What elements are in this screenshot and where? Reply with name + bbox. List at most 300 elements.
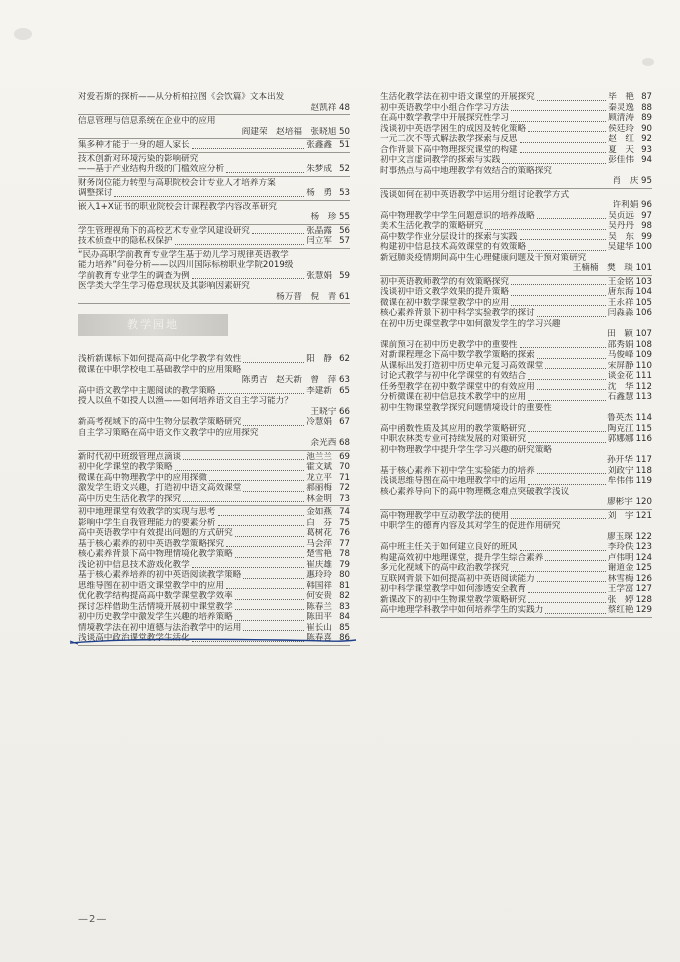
toc-line (78, 140, 350, 151)
entry-author-page: 鲁英杰 114 (607, 413, 652, 423)
dot-leader (192, 277, 304, 279)
toc-line (78, 539, 350, 550)
toc-line (380, 103, 652, 114)
toc-line (380, 124, 652, 135)
entry-page: 80 (339, 570, 350, 580)
dot-leader (511, 294, 606, 296)
dot-leader (235, 556, 305, 558)
entry-title: 生活化教学法在初中语文课堂的开展探究 (380, 92, 535, 102)
entry-title: 互联网背景下如何提高初中英语阅读能力 (380, 573, 535, 584)
entry-author: 吴 东 (608, 231, 634, 242)
entry-title: 课前预习在初中历史教学中的重要性 (380, 339, 518, 350)
entry-page: 108 (635, 339, 652, 350)
entry-author: 陶克江 (607, 423, 634, 434)
entry-title: 高中物理教学中互动教学法的使用 (380, 510, 509, 521)
dot-leader (528, 430, 606, 432)
group-right-a (380, 92, 652, 189)
dot-leader (520, 346, 606, 348)
entry-author: 朱梦成 (306, 164, 332, 174)
entry-page: 98 (641, 221, 652, 231)
dot-leader (218, 392, 305, 394)
toc-entry (78, 116, 350, 137)
entry-author: 牟伟伟 (607, 476, 634, 486)
dot-leader (528, 130, 606, 132)
toc-line (380, 155, 652, 166)
entry-author: 陈田平 (306, 612, 332, 622)
entry-author: 霍文斌 (306, 462, 332, 472)
entry-page: 70 (339, 462, 350, 472)
toc-line (78, 528, 350, 539)
entry-title: 能力培养”问卷分析——以四川国际标榜职业学院2019级 (78, 260, 294, 270)
group-divider (380, 275, 652, 276)
entry-title: 基于核心素养培养的初中英语阅读教学策略 (78, 570, 242, 580)
dot-leader (243, 490, 304, 492)
toc-line (380, 553, 652, 564)
entry-author-page: 陈勇吉 赵天新 曾 萍 63 (241, 375, 350, 385)
toc-entry (78, 92, 350, 113)
pen-underline-mark (68, 634, 358, 648)
toc-line (78, 473, 350, 484)
toc-line (380, 221, 652, 232)
entry-author-page: 余光西 68 (310, 438, 350, 448)
entry-title: 技术创新对环境污染的影响研究 (78, 153, 199, 164)
entry-author: 彭佳伟 (608, 155, 634, 165)
entry-title: 初中历史教学中激发学生兴趣的培养策略 (78, 612, 233, 622)
entry-page: 74 (339, 507, 350, 517)
entry-title: 影响中学生自我管理能力的要素分析 (78, 517, 216, 528)
entry-title: 在初中历史课堂教学中如何激发学生的学习兴趣 (380, 318, 561, 329)
entry-title: 调整探讨 (78, 188, 113, 198)
dot-leader (520, 141, 607, 143)
dot-leader (537, 388, 606, 390)
toc-line (78, 581, 350, 592)
entry-page: 104 (635, 287, 652, 297)
toc-line (380, 574, 652, 585)
entry-title: 高中历史生活化教学的探究 (78, 493, 182, 504)
dot-leader (218, 524, 305, 526)
dot-leader (226, 587, 304, 589)
entry-page: 84 (339, 612, 350, 622)
entry-page: 53 (339, 188, 350, 198)
entry-author: 张慧娟 (306, 270, 332, 281)
entry-page: 111 (635, 371, 652, 381)
entry-author: 李玲佚 (607, 542, 634, 552)
dot-leader (511, 570, 606, 572)
toc-line (380, 563, 652, 574)
toc-entry (78, 140, 350, 151)
entry-page: 94 (641, 155, 652, 165)
dot-leader (537, 99, 607, 101)
toc-line (380, 584, 652, 595)
entry-page: 87 (641, 92, 652, 102)
entry-page: 93 (641, 144, 652, 155)
entry-author: 陈春喜 (306, 633, 332, 643)
entry-title: 高中数学作业分层设计的探索与实践 (380, 231, 518, 242)
toc-line (380, 277, 652, 288)
entry-title: 对新课程理念下高中数学教学策略的探索 (380, 350, 535, 360)
toc-line (78, 612, 350, 623)
entry-author: 崔庆雄 (306, 559, 332, 570)
toc-entry (380, 190, 652, 274)
toc-line (380, 134, 652, 145)
entry-title: 信息管理与信息系统在企业中的应用 (78, 116, 216, 126)
entry-author: 金如燕 (306, 507, 332, 517)
entry-title: 时事热点与高中地理教学有效结合的策略探究 (380, 165, 552, 176)
entry-author: 吴贞远 (608, 210, 634, 221)
entry-title: 对爱若斯的探析——从分析柏拉图《会饮篇》文本出发 (78, 92, 285, 102)
entry-page: 86 (339, 633, 350, 643)
dot-leader (252, 232, 304, 234)
entry-title: 优化教学结构提高高中数学课堂教学效率 (78, 591, 233, 601)
entry-author: 张晶露 (306, 225, 332, 236)
entry-title: “民办高职学前教育专业学生基于幼儿学习规律英语教学 (78, 249, 289, 260)
entry-title: 新高考视域下的高中生物分层教学策略研究 (78, 417, 242, 427)
entry-author: 冷慧娟 (306, 417, 332, 427)
dot-leader (502, 162, 606, 164)
entry-title: 探讨怎样借助生活情境开展初中课堂教学 (78, 601, 233, 612)
entry-title: ——基于产业结构升级的门槛效应分析 (78, 164, 225, 174)
entry-title: 学生管理视角下的高校艺术专业学风建设研究 (78, 225, 250, 236)
toc-entry (78, 178, 350, 199)
entry-author: 赵 红 (608, 134, 634, 144)
entry-author: 唐东海 (607, 287, 634, 297)
page-number: —2— (78, 914, 108, 925)
toc-entry (380, 277, 652, 508)
entry-divider (78, 248, 350, 249)
toc-entry (78, 354, 350, 449)
toc-line (380, 145, 652, 156)
toc-line (380, 92, 652, 103)
entry-title: 初中英语教学中小组合作学习方法 (380, 102, 509, 113)
toc-line (380, 392, 652, 403)
entry-author: 杨 勇 (306, 188, 332, 198)
entry-page: 103 (635, 276, 652, 287)
dot-leader (511, 304, 606, 306)
dot-leader (537, 357, 606, 359)
entry-title: 授人以鱼不如授人以渔——如何培养语文自主学习能力？ (78, 396, 293, 406)
entry-author: 谢道金 (607, 563, 634, 573)
toc-line (380, 298, 652, 309)
dot-leader (243, 361, 304, 363)
toc-line (78, 164, 350, 175)
toc-line (78, 354, 350, 365)
entry-page: 126 (635, 573, 652, 584)
toc-line (78, 462, 350, 473)
toc-entry (78, 226, 350, 247)
toc-line (78, 560, 350, 571)
entry-divider (78, 152, 350, 153)
entry-author-page: 杨 珍 55 (310, 212, 350, 222)
dot-leader (209, 479, 304, 481)
dot-leader (528, 601, 606, 603)
entry-page: 65 (339, 385, 350, 396)
entry-title: 高中班主任关于如何建立良好的班风 (380, 542, 518, 552)
toc-line (78, 271, 350, 282)
entry-page: 124 (635, 552, 652, 563)
dot-leader (528, 399, 606, 401)
entry-title: 核心素养背景下高中物理情境化教学策略 (78, 549, 233, 559)
dot-leader (175, 469, 305, 471)
dot-leader (235, 535, 305, 537)
entry-author-page: 田 颖 107 (607, 329, 652, 339)
entry-author: 石鑫慧 (607, 392, 634, 402)
entry-author: 崔长山 (306, 622, 332, 633)
dot-leader (528, 483, 606, 485)
entry-title: 高中物理教学中学生问题意识的培养战略 (380, 210, 535, 221)
entry-title: 情境教学法在初中道德与法治教学中的运用 (78, 622, 242, 633)
entry-title: 浅论初中信息技术游戏化教学 (78, 559, 190, 570)
entry-author-page: 孙开华 117 (607, 455, 652, 465)
group-left-d (78, 507, 350, 646)
entry-author-page: 杨万晋 倪 青 61 (276, 291, 350, 302)
dot-leader (192, 566, 304, 568)
entry-title: 构建高效初中地理课堂，提升学生综合素养 (380, 552, 544, 563)
section-banner: 教学园地 (78, 314, 228, 336)
entry-page: 115 (635, 423, 652, 434)
entry-author: 王学富 (607, 584, 634, 594)
entry-author: 宋屏静 (607, 360, 634, 371)
entry-page: 105 (635, 297, 652, 308)
toc-line (78, 236, 350, 247)
group-left-a (78, 92, 350, 304)
scan-smudge (642, 58, 654, 66)
group-right-b (380, 190, 652, 276)
scan-smudge (14, 28, 32, 40)
entry-author: 池兰兰 (306, 451, 332, 462)
entry-page: 83 (339, 601, 350, 612)
entry-title: 微课在中职学校电工基础教学中的应用策略 (78, 364, 242, 375)
toc-line (78, 188, 350, 199)
toc-line (380, 361, 652, 372)
entry-page: 100 (635, 242, 652, 252)
group-left-c (78, 452, 350, 507)
toc-line (380, 242, 652, 253)
entry-author: 惠玲玲 (306, 570, 332, 580)
toc-line (380, 211, 652, 222)
entry-author: 马俊峰 (607, 350, 634, 360)
toc-line (78, 483, 350, 494)
entry-author: 侯廷玲 (608, 123, 634, 134)
toc-line (380, 424, 652, 435)
dot-leader (243, 577, 304, 579)
entry-author: 林金明 (306, 493, 332, 504)
entry-title: 学前教育专业学生的调查为例 (78, 270, 190, 281)
entry-author: 闫立军 (306, 236, 332, 246)
entry-title: 多元化视域下的高中政治教学探究 (380, 563, 509, 573)
entry-page: 85 (339, 622, 350, 633)
entry-author-page: 廖玉琛 122 (607, 531, 652, 542)
group-divider (78, 450, 350, 451)
toc-line (380, 113, 652, 124)
entry-page: 77 (339, 538, 350, 549)
toc-entry (78, 507, 350, 644)
entry-divider (78, 138, 350, 139)
entry-author: 白 芬 (306, 517, 332, 528)
dot-leader (520, 549, 606, 551)
dot-leader (545, 367, 606, 369)
entry-author: 顾清涛 (608, 113, 634, 123)
dot-leader (218, 514, 305, 516)
entry-author: 韩国祥 (306, 580, 332, 591)
entry-page: 72 (339, 483, 350, 493)
entry-title: 中职学生的德育内容及其对学生的促进作用研究 (380, 521, 561, 531)
entry-page: 123 (635, 542, 652, 552)
entry-author-page: 王晓宁 66 (310, 406, 350, 417)
dot-leader (226, 545, 304, 547)
entry-title: 初中物理教学中提升学生学习兴趣的研究策略 (380, 444, 552, 455)
entry-page: 73 (339, 493, 350, 504)
entry-author: 郭娜娜 (607, 434, 634, 444)
entry-author: 何安贵 (306, 591, 332, 601)
entry-author: 王金铭 (607, 276, 634, 287)
dot-leader (520, 238, 607, 240)
group-divider (78, 303, 350, 304)
toc-line (78, 386, 350, 397)
dot-leader (243, 629, 304, 631)
entry-page: 106 (635, 308, 652, 318)
entry-page: 71 (339, 472, 350, 483)
entry-author: 吴建华 (607, 242, 634, 252)
entry-title: 技术侦查中的隐私权保护 (78, 236, 173, 246)
entry-author: 张鑫鑫 (306, 140, 332, 150)
entry-title: 基于核心素养的初中英语教学策略探究 (78, 538, 225, 549)
group-right-c (380, 277, 652, 510)
toc-line (78, 507, 350, 518)
entry-page: 67 (339, 417, 350, 427)
entry-page: 59 (339, 270, 350, 281)
entry-author: 闫淼淼 (607, 308, 634, 318)
entry-title: 在高中数学教学中开展探究性学习 (380, 113, 509, 123)
entry-page: 90 (641, 123, 652, 134)
toc-column-right (380, 92, 652, 619)
toc-line (380, 466, 652, 477)
entry-page: 128 (635, 594, 652, 605)
entry-page: 69 (339, 451, 350, 462)
entry-page: 125 (635, 563, 652, 573)
dot-leader (511, 120, 606, 122)
toc-line (78, 452, 350, 463)
toc-entry (380, 511, 652, 616)
entry-title: 高中函数性质及其应用的教学策略研究 (380, 423, 527, 434)
entry-title: 合作背景下高中物理探究课堂的构建 (380, 144, 518, 155)
entry-author: 李建新 (306, 385, 332, 396)
entry-title: 医学类大学生学习倦怠现状及其影响因素研究 (78, 281, 250, 291)
dot-leader (183, 500, 304, 502)
group-divider (380, 188, 652, 189)
entry-page: 51 (339, 140, 350, 150)
entry-page: 75 (339, 517, 350, 528)
group-divider (380, 617, 652, 618)
dot-leader (528, 249, 606, 251)
group-divider (380, 509, 652, 510)
dot-leader (520, 151, 607, 153)
toc-line (78, 494, 350, 505)
entry-title: 初中地理课堂有效教学的实现与思考 (78, 507, 216, 517)
group-left-b (78, 354, 350, 451)
entry-author-page: 肖 庆 95 (612, 176, 652, 186)
entry-author: 郝丽梅 (306, 483, 332, 493)
toc-entry (380, 92, 652, 187)
entry-title: 财务岗位能力转型与高职院校会计专业人才培养方案 (78, 177, 276, 188)
entry-title: 自主学习策略在高中语文作文教学中的应用探究 (78, 427, 259, 438)
entry-title: 初中科学课堂教学中如何渗透安全教育 (380, 584, 527, 594)
entry-author: 毕 艳 (608, 92, 634, 102)
entry-title: 新时代初中班级管理点滴谈 (78, 451, 182, 462)
dot-leader (511, 517, 606, 519)
dot-leader (114, 195, 304, 197)
entry-page: 78 (339, 549, 350, 559)
entry-page: 97 (641, 210, 652, 221)
entry-author: 邵秀娟 (607, 339, 634, 350)
toc-line (78, 591, 350, 602)
entry-author-page: 赵凯祥 48 (310, 102, 350, 113)
entry-author: 阳 静 (306, 354, 332, 364)
entry-page: 110 (635, 360, 652, 371)
entry-author-page: 廖彬宇 120 (607, 497, 652, 507)
toc-entry (78, 452, 350, 505)
entry-author-page: 王楠楠 樊 琰 101 (572, 263, 652, 273)
toc-line (380, 350, 652, 361)
entry-title: 新课改下的初中生物课堂教学策略研究 (380, 594, 527, 605)
dot-leader (528, 378, 606, 380)
entry-title: 核心素养导向下的高中物理概念难点突破教学浅议 (380, 486, 570, 497)
dot-leader (192, 147, 304, 149)
entry-page: 88 (641, 102, 652, 113)
entry-title: 浅析新课标下如何提高高中化学教学有效性 (78, 354, 242, 364)
toc-line (380, 511, 652, 522)
entry-page: 92 (641, 134, 652, 144)
toc-line (380, 232, 652, 243)
entry-title: 一元二次不等式解法教学探索与反思 (380, 134, 518, 144)
entry-page: 116 (635, 434, 652, 444)
entry-page: 119 (635, 476, 652, 486)
dot-leader (175, 243, 305, 245)
toc-line (380, 340, 652, 351)
toc-column-left (78, 92, 350, 647)
entry-page: 81 (339, 580, 350, 591)
entry-title: 初中化学课堂的教学策略 (78, 462, 173, 472)
entry-title: 构建初中信息技术高效课堂的有效策略 (380, 242, 527, 252)
entry-author: 秦灵逸 (608, 102, 634, 113)
entry-author: 葛树花 (306, 528, 332, 538)
entry-author: 蔡红艳 (607, 605, 634, 615)
entry-author: 张 婷 (607, 594, 634, 605)
entry-title: 嵌入1+X证书的职业院校会计课程教学内容改革研究 (78, 201, 278, 212)
entry-page: 89 (641, 113, 652, 123)
entry-page: 99 (641, 231, 652, 242)
dot-leader (537, 315, 606, 317)
entry-title: 初中英语教师教学的有效策略探究 (380, 276, 509, 287)
toc-line (78, 549, 350, 560)
entry-author: 吴丹丹 (608, 221, 634, 231)
entry-divider (78, 176, 350, 177)
entry-author: 陈春兰 (306, 601, 332, 612)
entry-page: 79 (339, 559, 350, 570)
dot-leader (545, 612, 606, 614)
dot-leader (511, 109, 606, 111)
toc-line (78, 623, 350, 634)
entry-title: 高中语文教学中主题阅读的教学策略 (78, 385, 216, 396)
entry-divider (78, 224, 350, 225)
dot-leader (243, 424, 304, 426)
dot-leader (226, 171, 304, 173)
dot-leader (545, 559, 606, 561)
entry-page: 56 (339, 225, 350, 236)
entry-title: 讨论式教学与初中化学课堂的有效结合 (380, 371, 527, 381)
entry-page: 121 (635, 510, 652, 521)
dot-leader (235, 619, 305, 621)
entry-title: 浅谈初中语文教学效果的提升策略 (380, 287, 509, 297)
